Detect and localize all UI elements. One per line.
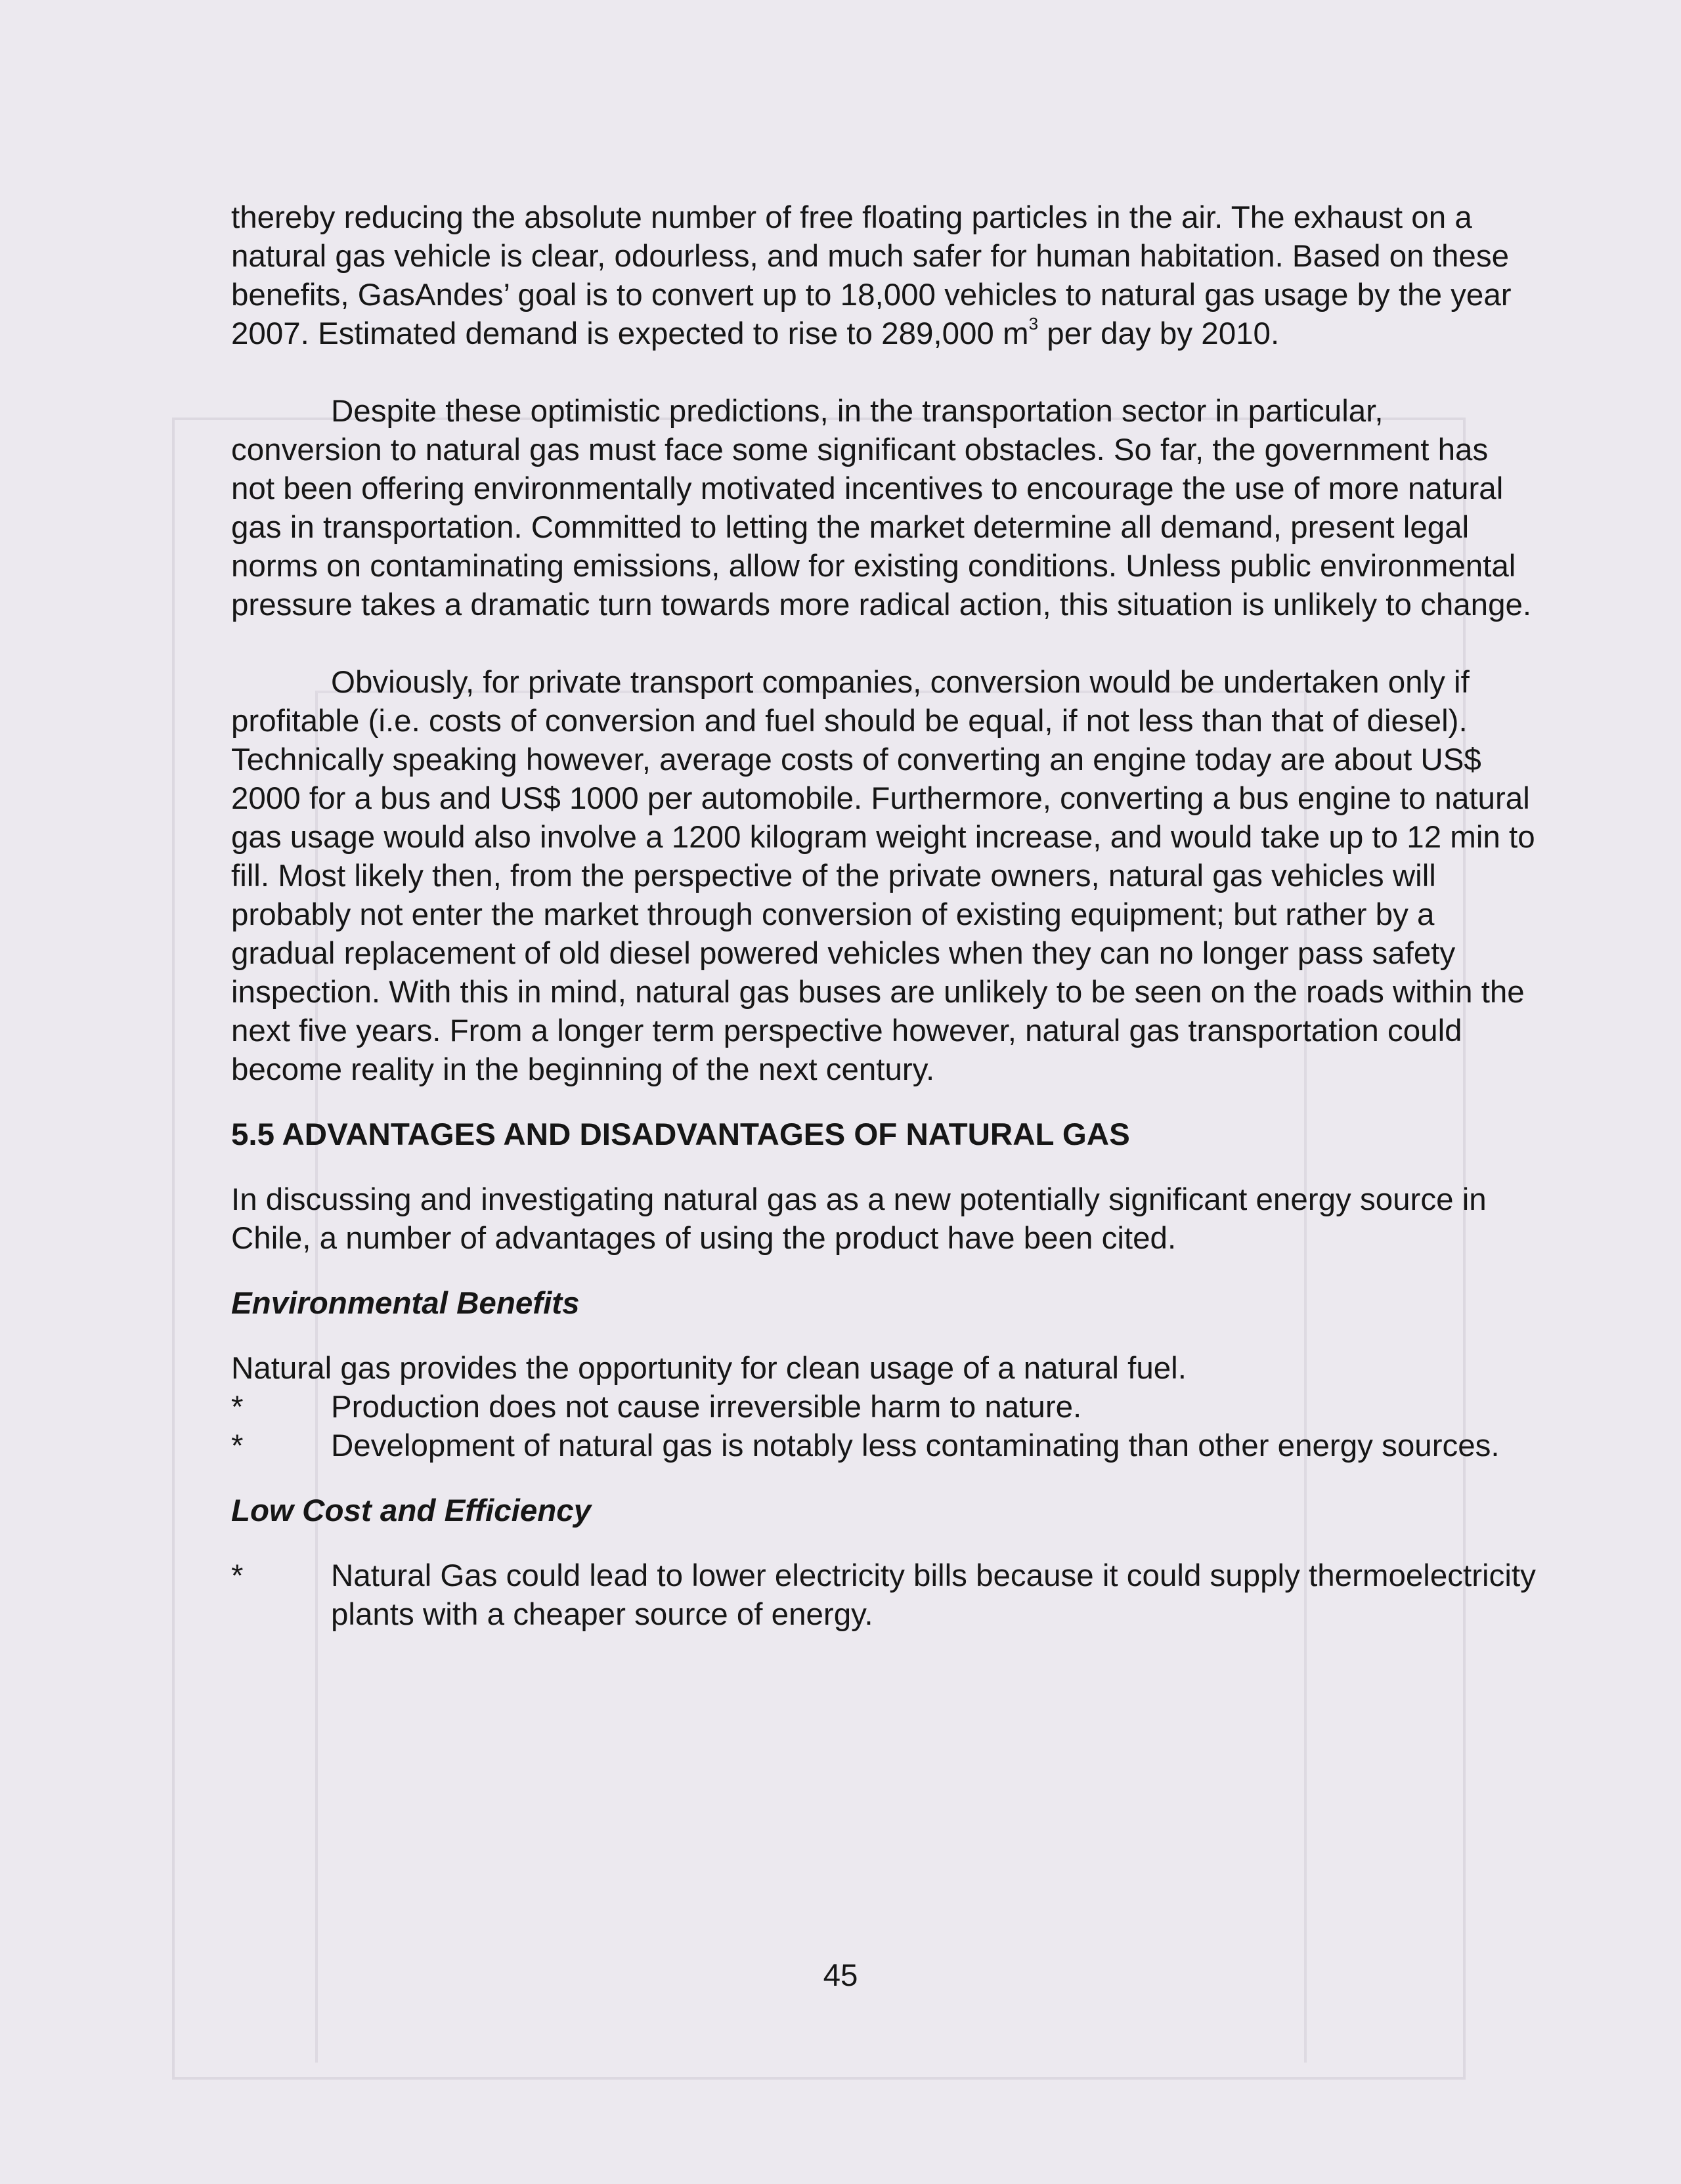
environmental-bullet-2 bbox=[231, 1426, 1538, 1465]
intro-paragraph bbox=[231, 198, 1538, 353]
bullet-star: * bbox=[231, 1428, 244, 1463]
page-number: 45 bbox=[823, 1958, 858, 1993]
cubic-superscript: 3 bbox=[1028, 314, 1039, 333]
bullet-text: Development of natural gas is notably less contaminating than other energy sources. bbox=[331, 1428, 1500, 1463]
section-heading: 5.5 ADVANTAGES AND DISADVANTAGES OF NATURAL GAS bbox=[231, 1117, 1130, 1152]
intro-text: thereby reducing the absolute number of free floating particles in the air. The exhaust on a natural gas vehicle is clear, odourless, and much safer for human habitation. Based on these benefits, GasAndes’ goal is to convert up to 18,000 vehicles to natural gas usage by the year 2007. Estimated demand is expected to rise to 289,000 m bbox=[231, 200, 1512, 351]
page-body bbox=[231, 198, 1538, 1634]
environmental-benefits-heading: Environmental Benefits bbox=[231, 1286, 580, 1321]
bullet-star: * bbox=[231, 1558, 244, 1593]
low-cost-bullet-1 bbox=[231, 1556, 1538, 1634]
bullet-text: Production does not cause irreversible harm to nature. bbox=[331, 1390, 1082, 1424]
intro-text-end: per day by 2010. bbox=[1038, 316, 1280, 351]
bullet-text: Natural Gas could lead to lower electricity bills because it could supply thermoelectricity plants with a cheaper source of energy. bbox=[331, 1558, 1536, 1632]
private-transport-paragraph: Obviously, for private transport companies, conversion would be undertaken only if profitable (i.e. costs of conversion and fuel should be equal, if not less than that of diesel). Technically speaking however, average costs of converting an engine today are about US$ 2000 for a bus and US$ 1000 per automobile. Furthermore, converting a bus engine to natural gas usage would also involve a 1200 kilogram weight increase, and would take up to 12 min to fill. Most likely then, from the perspective of the private owners, natural gas vehicles will probably not enter the market through conversion of existing equipment; but rather by a gradual replacement of old diesel powered vehicles when they can no longer pass safety inspection. With this in mind, natural gas buses are unlikely to be seen on the roads within the next five years. From a longer term perspective however, natural gas transportation could become reality in the beginning of the next century. bbox=[231, 665, 1535, 1087]
environmental-lead: Natural gas provides the opportunity for clean usage of a natural fuel. bbox=[231, 1351, 1187, 1386]
bullet-star: * bbox=[231, 1390, 244, 1424]
environmental-bullet-1 bbox=[231, 1388, 1538, 1426]
obstacles-paragraph: Despite these optimistic predictions, in the transportation sector in particular, conversion to natural gas must face some significant obstacles. So far, the government has not been offering environmentally motivated incentives to encourage the use of more natural gas in transportation. Committed to letting the market determine all demand, present legal norms on contaminating emissions, allow for existing conditions. Unless public environmental pressure takes a dramatic turn towards more radical action, this situation is unlikely to change. bbox=[231, 394, 1532, 622]
section-intro: In discussing and investigating natural gas as a new potentially significant energy source in Chile, a number of advantages of using the product have been cited. bbox=[231, 1182, 1487, 1256]
low-cost-heading: Low Cost and Efficiency bbox=[231, 1493, 592, 1528]
